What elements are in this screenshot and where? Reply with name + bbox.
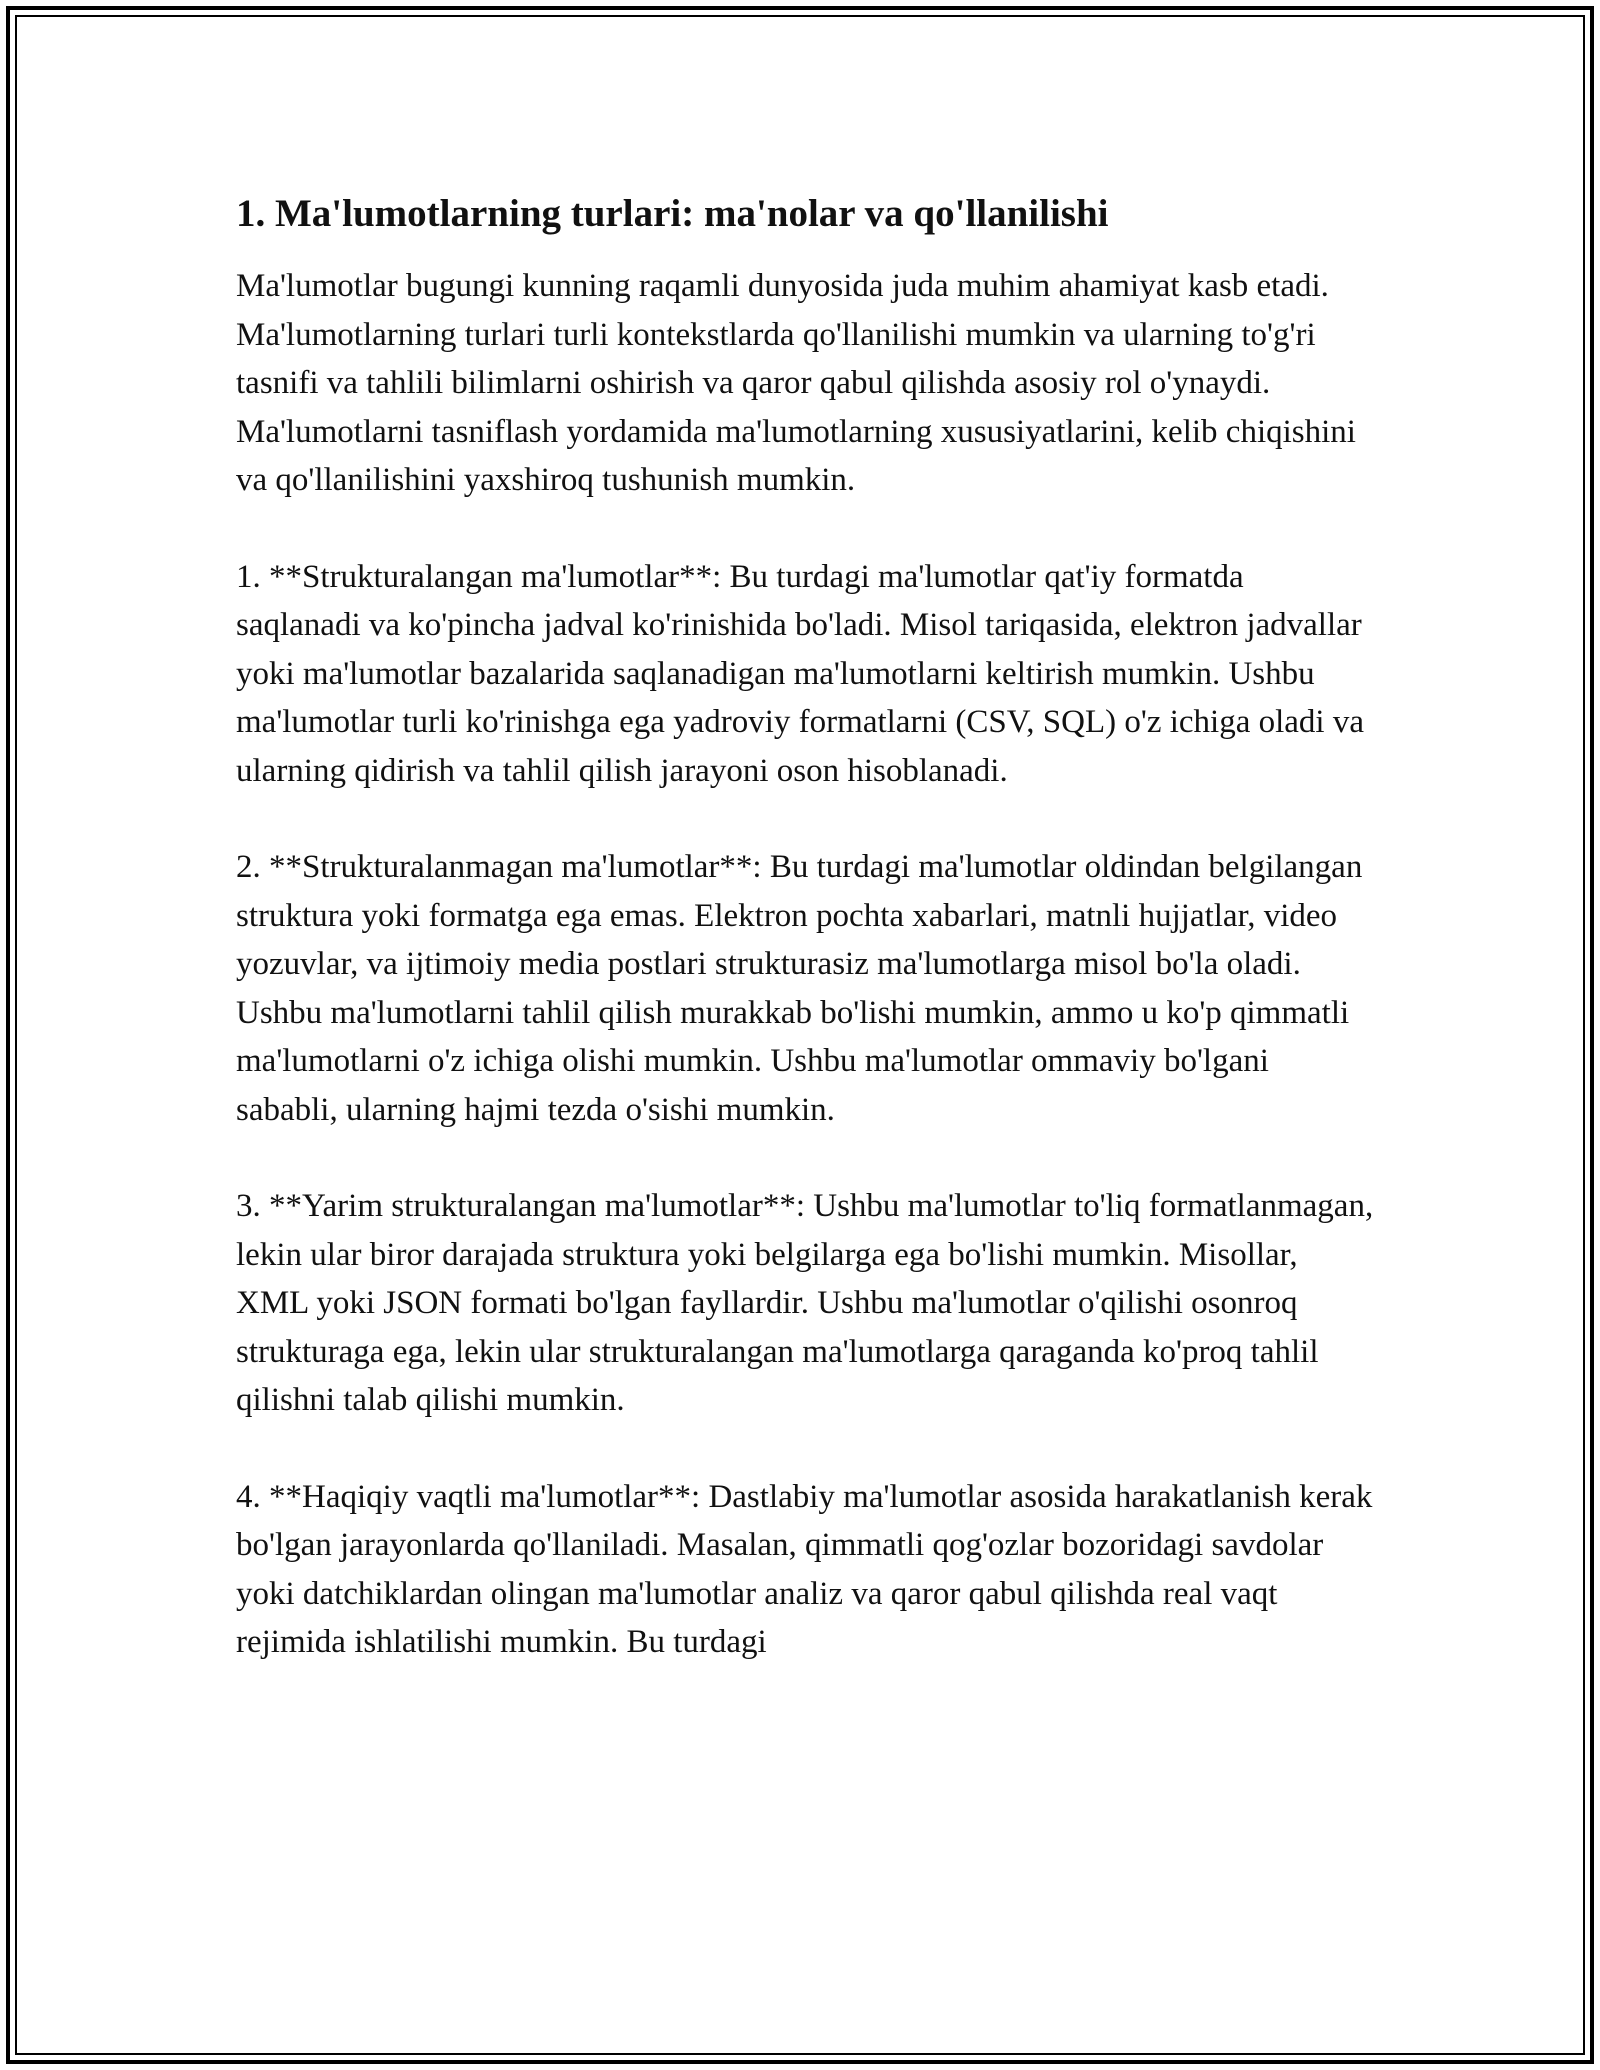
paragraph-real-time-data: 4. **Haqiqiy vaqtli ma'lumotlar**: Dastlabiy ma'lumotlar asosida harakatlanish kerak bo'lgan jarayonlarda qo'llaniladi. Masalan, qimmatli qog'ozlar bozoridagi savdolar yoki datchiklardan olingan ma'lumotlar analiz va qaror qabul qilishda real vaqt rejimida ishlatilishi mumkin. Bu turdagi: [236, 1478, 1373, 1660]
paragraph-structured-data: 1. **Strukturalangan ma'lumotlar**: Bu turdagi ma'lumotlar qat'iy formatda saqlanadi va ko'pincha jadval ko'rinishida bo'ladi. Misol tariqasida, elektron jadvallar yoki ma'lumotlar bazalarida saqlanadigan ma'lumotlarni keltirish mumkin. Ushbu ma'lumotlar turli ko'rinishga ega yadroviy formatlarni (CSV, SQL) o'z ichiga oladi va ularning qidirish va tahlil qilish jarayoni oson hisoblanadi.: [236, 558, 1364, 789]
document-body: [236, 186, 1376, 1715]
paragraph-unstructured-data: 2. **Strukturalanmagan ma'lumotlar**: Bu turdagi ma'lumotlar oldindan belgilangan struktura yoki formatga ega emas. Elektron pochta xabarlari, matnli hujjatlar, video yozuvlar, va ijtimoiy media postlari strukturasiz ma'lumotlarga misol bo'la oladi. Ushbu ma'lumotlarni tahlil qilish murakkab bo'lishi mumkin, ammo u ko'p qimmatli ma'lumotlarni o'z ichiga olishi mumkin. Ushbu ma'lumotlar ommaviy bo'lgani sababli, ularning hajmi tezda o'sishi mumkin.: [236, 849, 1363, 1128]
document-title: 1. Ma'lumotlarning turlari: ma'nolar va qo'llanilishi: [236, 192, 1109, 235]
intro-paragraph: Ma'lumotlar bugungi kunning raqamli dunyosida juda muhim ahamiyat kasb etadi. Ma'lumotlarning turlari turli kontekstlarda qo'llanilishi mumkin va ularning to'g'ri tasnifi va tahlili bilimlarni oshirish va qaror qabul qilishda asosiy rol o'ynaydi. Ma'lumotlarni tasniflash yordamida ma'lumotlarning xususiyatlarini, kelib chiqishini va qo'llanilishini yaxshiroq tushunish mumkin.: [236, 268, 1356, 498]
paragraph-semi-structured-data: 3. **Yarim strukturalangan ma'lumotlar**: Ushbu ma'lumotlar to'liq formatlanmagan, lekin ular biror darajada struktura yoki belgilarga ega bo'lishi mumkin. Misollar, XML yoki JSON formati bo'lgan fayllardir. Ushbu ma'lumotlar o'qilishi osonroq strukturaga ega, lekin ular strukturalangan ma'lumotlarga qaraganda ko'proq tahlil qilishni talab qilishi mumkin.: [236, 1188, 1374, 1418]
